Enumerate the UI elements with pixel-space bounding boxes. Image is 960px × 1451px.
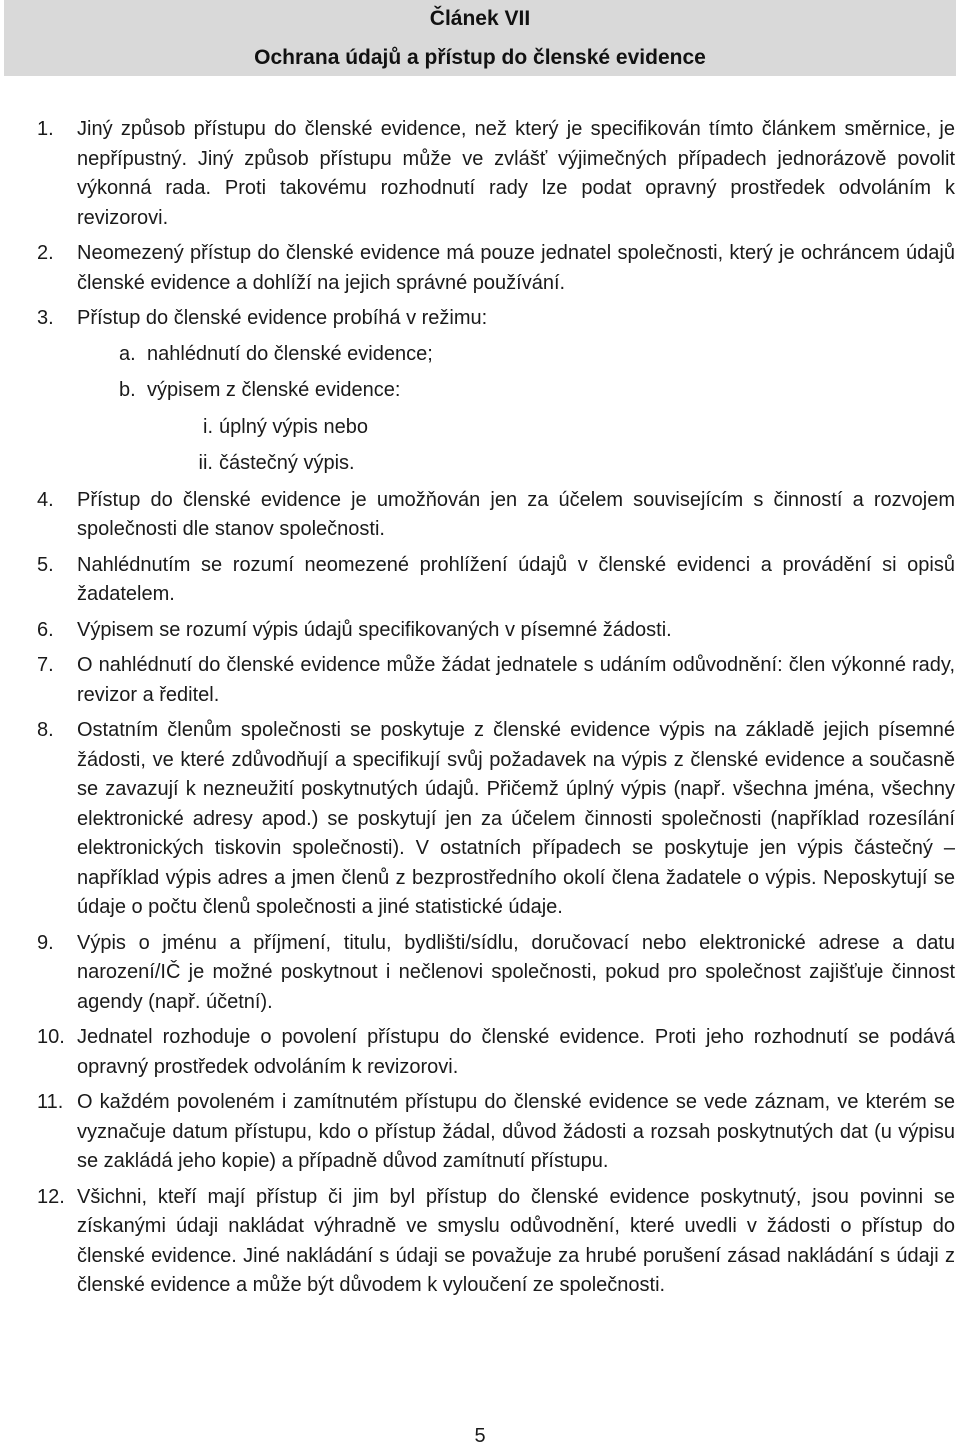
- item-text: O nahlédnutí do členské evidence může žádat jednatele s udáním odůvodnění: člen výkonné rady, revizor a ředitel.: [77, 654, 955, 706]
- sub-sub-item-label: ii.: [198, 452, 213, 474]
- list-item: [37, 304, 955, 334]
- item-text: O každém povoleném i zamítnutém přístupu do členské evidence se vede záznam, ve kterém se vyznačuje datum přístupu, kdo o přístup žádal, důvod žádosti a rozsah poskytnutých dat (u výpisu se zakládá jeho kopie) a případně důvod zamítnutí přístupu.: [77, 1091, 955, 1172]
- item-number: 5.: [37, 553, 54, 576]
- item-number: 6.: [37, 618, 54, 641]
- list-item: [37, 115, 955, 233]
- list-item: [37, 1183, 955, 1301]
- list-item: [37, 239, 955, 298]
- article-header: [4, 0, 956, 76]
- list-item: [37, 716, 955, 923]
- item-text: Jednatel rozhoduje o povolení přístupu do členské evidence. Proti jeho rozhodnutí se podává opravný prostředek odvoláním k revizorovi.: [77, 1026, 955, 1078]
- sub-sub-item: [183, 449, 955, 479]
- sub-item: [119, 340, 955, 370]
- sub-sub-item-label: i.: [203, 415, 213, 438]
- item-text: Přístup do členské evidence je umožňován jen za účelem souvisejícím s činností a rozvojem společnosti dle stanov společnosti.: [77, 488, 955, 540]
- item-text: Přístup do členské evidence probíhá v režimu:: [77, 307, 488, 329]
- item-number: 10.: [37, 1026, 65, 1048]
- sub-item: [119, 376, 955, 406]
- article-title: Článek VII: [429, 7, 531, 30]
- article-body: [37, 115, 955, 1307]
- list-item: [37, 1023, 955, 1082]
- item-text: Výpisem se rozumí výpis údajů specifikovaných v písemné žádosti.: [77, 618, 672, 641]
- item-number: 12.: [37, 1185, 65, 1208]
- list-item: [37, 1088, 955, 1177]
- sub-sub-item-text: částečný výpis.: [219, 452, 355, 474]
- item-number: 2.: [37, 242, 54, 264]
- item-number: 4.: [37, 488, 54, 511]
- sub-item-text: nahlédnutí do členské evidence;: [147, 342, 433, 365]
- sub-item-label: b.: [119, 379, 136, 401]
- item-number: 9.: [37, 931, 54, 954]
- item-text: Všichni, kteří mají přístup či jim byl přístup do členské evidence poskytnutý, jsou povinni se získanými údaji nakládat výhradně ve smyslu odůvodnění, které uvedli v žádosti o přístup do členské evidence. Jiné nakládání s údaji se považuje za hrubé porušení zásad nakládání s údaji z členské evidence a může být důvodem k vyloučení ze společnosti.: [77, 1185, 955, 1296]
- sub-sub-item-text: úplný výpis nebo: [219, 415, 368, 438]
- item-text: Jiný způsob přístupu do členské evidence, než který je specifikován tímto článkem směrnice, je nepřípustný. Jiný způsob přístupu může ve zvlášť výjimečných případech jednorázově povolit výkonná rada. Proti takovému rozhodnutí rady lze podat opravný prostředek odvoláním k revizorovi.: [77, 118, 955, 229]
- sub-item-label: a.: [119, 342, 136, 365]
- item-number: 11.: [37, 1091, 64, 1113]
- page-number: 5: [474, 1425, 486, 1447]
- list-item: [37, 551, 955, 610]
- item-text: Nahlédnutím se rozumí neomezené prohlížení údajů v členské evidenci a provádění si opisů žadatelem.: [77, 553, 955, 605]
- sub-item-text: výpisem z členské evidence:: [147, 379, 401, 401]
- item-text: Výpis o jménu a příjmení, titulu, bydlišti/sídlu, doručovací nebo elektronické adrese a datu narození/IČ je možné poskytnout i nečlenovi společnosti, pokud pro společnost zajišťuje činnost agendy (např. účetní).: [77, 931, 955, 1013]
- sub-sub-item: [183, 413, 955, 443]
- list-item: [37, 651, 955, 710]
- item-number: 7.: [37, 654, 54, 676]
- list-item: [37, 486, 955, 545]
- item-text: Neomezený přístup do členské evidence má pouze jednatel společnosti, který je ochráncem údajů členské evidence a dohlíží na jejich správné používání.: [77, 242, 955, 294]
- item-number: 1.: [37, 118, 54, 140]
- item-number: 8.: [37, 719, 54, 741]
- item-text: Ostatním členům společnosti se poskytuje z členské evidence výpis na základě jejich písemné žádosti, ve které zdůvodňují a specifikují svůj požadavek na výpis z členské evidence a současně se zavazují k nezneužití poskytnutých údajů. Přičemž úplný výpis (např. všechna jména, všechny elektronické adresy apod.) se poskytují jen za účelem činnosti společnosti (například rozesílání elektronických tiskovin společnosti). V ostatních případech se poskytuje jen výpis částečný – například výpis adres a jmen členů z bezprostředního okolí člena žadatele o výpis. Neposkytují se údaje o počtu členů společnosti a jiné statistické údaje.: [77, 719, 955, 918]
- list-item: [37, 616, 955, 646]
- list-item: [37, 929, 955, 1018]
- item-number: 3.: [37, 307, 54, 329]
- article-subtitle: Ochrana údajů a přístup do členské evidence: [254, 46, 706, 69]
